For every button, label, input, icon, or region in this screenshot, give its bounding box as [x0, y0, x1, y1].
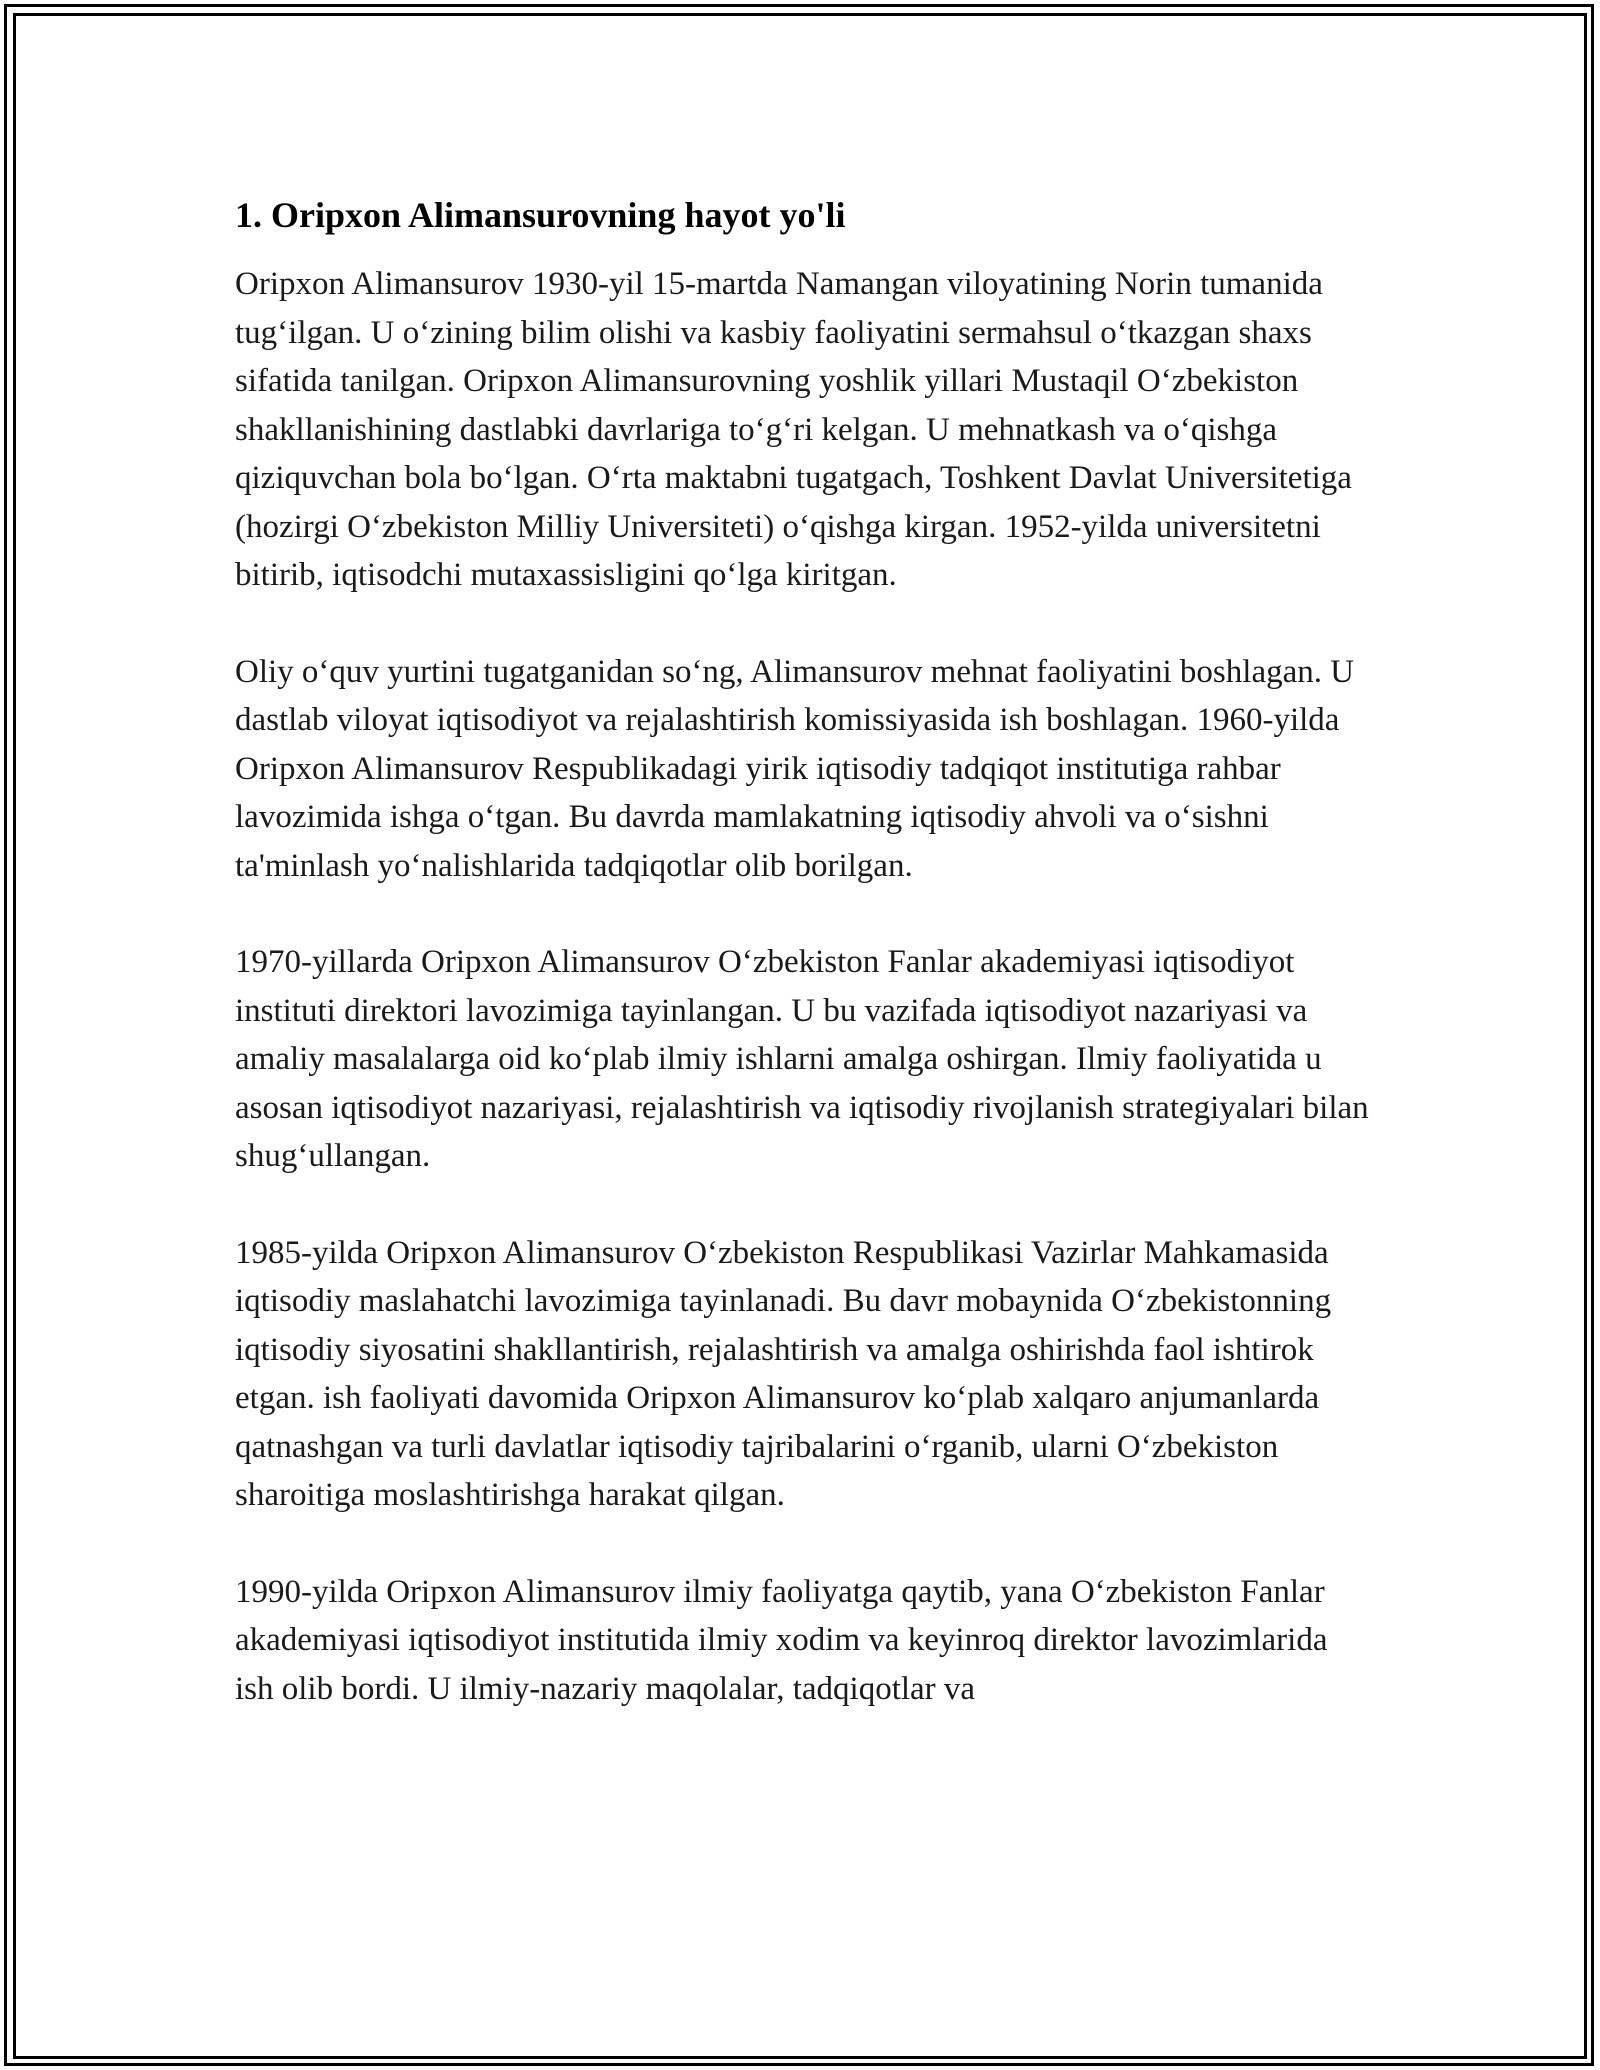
paragraph-1985: 1985-yilda Oripxon Alimansurov O‘zbekiston Respublikasi Vazirlar Mahkamasida iqtisodiy maslahatchi lavozimiga tayinlanadi. Bu davr mobaynida O‘zbekistonning iqtisodiy siyosatini shakllantirish, rejalashtirish va amalga oshirishda faol ishtirok etgan. ish faoliyati davomida Oripxon Alimansurov ko‘plab xalqaro anjumanlarda qatnashgan va turli davlatlar iqtisodiy tajribalarini o‘rganib, ularni O‘zbekiston sharoitiga moslashtirishga harakat qilgan.	[235, 1234, 1332, 1513]
paragraph-early-life: Oripxon Alimansurov 1930-yil 15-martda Namangan viloyatining Norin tumanida tug‘ilgan. U o‘zining bilim olishi va kasbiy faoliyatini sermahsul o‘tkazgan shaxs sifatida tanilgan. Oripxon Alimansurovning yoshlik yillari Mustaqil O‘zbekiston shakllanishining dastlabki davrlariga to‘g‘ri kelgan. U mehnatkash va o‘qishga qiziquvchan bola bo‘lgan. O‘rta maktabni tugatgach, Toshkent Davlat Universitetiga (hozirgi O‘zbekiston Milliy Universiteti) o‘qishga kirgan. 1952-yilda universitetni bitirib, iqtisodchi mutaxassisligini qo‘lga kiritgan.	[235, 266, 1352, 593]
paragraph-1990: 1990-yilda Oripxon Alimansurov ilmiy faoliyatga qaytib, yana O‘zbekiston Fanlar akademiyasi iqtisodiyot institutida ilmiy xodim va keyinroq direktor lavozimlarida ish olib bordi. U ilmiy-nazariy maqolalar, tadqiqotlar va	[235, 1573, 1328, 1707]
document-body	[235, 190, 1370, 1761]
paragraph-career-start: Oliy o‘quv yurtini tugatganidan so‘ng, Alimansurov mehnat faoliyatini boshlagan. U dastlab viloyat iqtisodiyot va rejalashtirish komissiyasida ish boshlagan. 1960-yilda Oripxon Alimansurov Respublikadagi yirik iqtisodiy tadqiqot institutiga rahbar lavozimida ishga o‘tgan. Bu davrda mamlakatning iqtisodiy ahvoli va o‘sishni ta'minlash yo‘nalishlarida tadqiqotlar olib borilgan.	[235, 653, 1355, 884]
section-heading: 1. Oripxon Alimansurovning hayot yo'li	[235, 195, 846, 235]
paragraph-1970s: 1970-yillarda Oripxon Alimansurov O‘zbekiston Fanlar akademiyasi iqtisodiyot instituti direktori lavozimiga tayinlangan. U bu vazifada iqtisodiyot nazariyasi va amaliy masalalarga oid ko‘plab ilmiy ishlarni amalga oshirgan. Ilmiy faoliyatida u asosan iqtisodiyot nazariyasi, rejalashtirish va iqtisodiy rivojlanish strategiyalari bilan shug‘ullangan.	[235, 944, 1369, 1174]
